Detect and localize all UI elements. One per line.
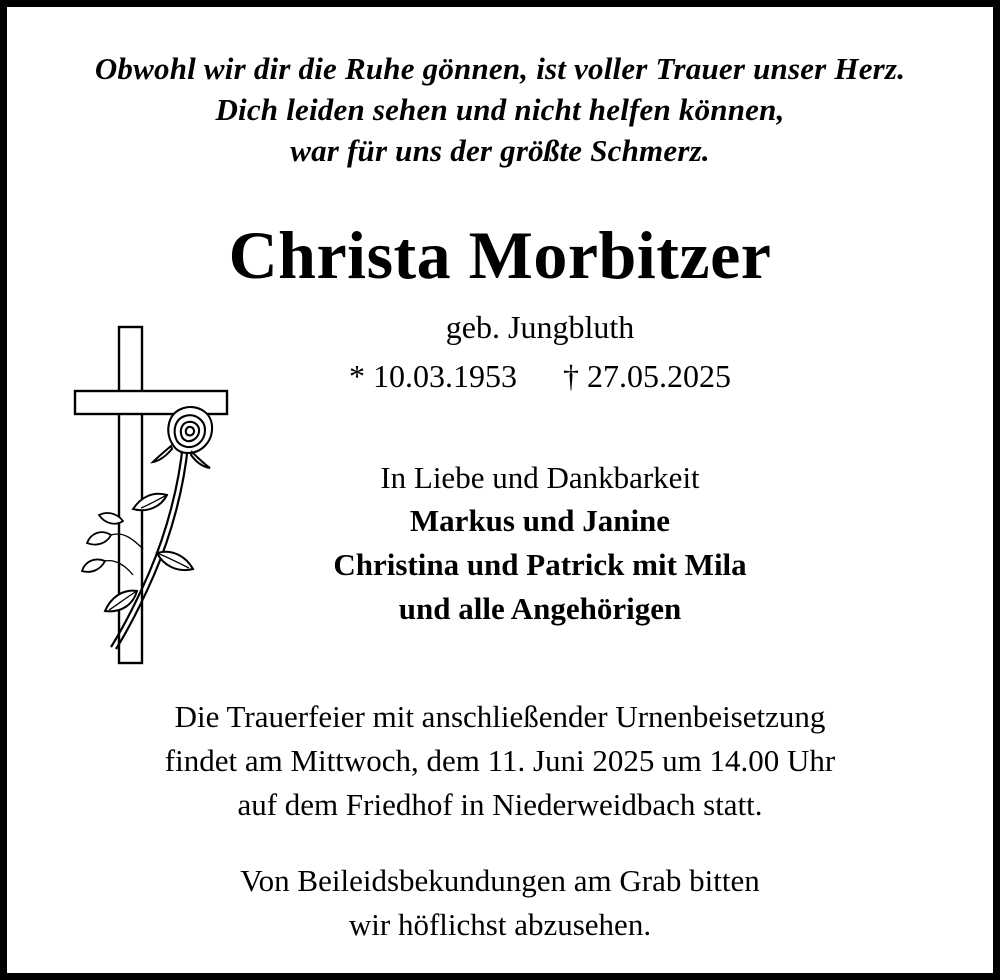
request-line-2: wir höflichst abzusehen.	[348, 907, 652, 943]
ceremony-line-1: Die Trauerfeier mit anschließender Urnenbeisetzung	[174, 699, 826, 734]
ceremony-details	[35, 695, 965, 827]
family-line-1: Markus und Janine	[409, 502, 671, 538]
cross-with-rose-icon	[71, 325, 251, 665]
death-date: † 27.05.2025	[563, 358, 731, 395]
deceased-name: Christa Morbitzer	[228, 216, 772, 293]
verse-line-2: Dich leiden sehen und nicht helfen können,	[215, 91, 785, 127]
verse-line-1: Obwohl wir dir die Ruhe gönnen, ist voller Trauer unser Herz.	[94, 51, 906, 86]
family-line-2: Christina und Patrick mit Mila	[333, 546, 747, 582]
ceremony-line-2: findet am Mittwoch, dem 11. Juni 2025 um 14.00 Uhr	[164, 743, 836, 779]
family-line-3: und alle Angehörigen	[398, 590, 682, 626]
ceremony-line-3: auf dem Friedhof in Niederweidbach statt.	[237, 787, 763, 823]
memorial-verse	[35, 49, 965, 172]
request-line-1: Von Beileidsbekundungen am Grab bitten	[240, 863, 760, 899]
maiden-name: geb. Jungbluth	[445, 309, 635, 346]
condolence-request	[35, 859, 965, 947]
birth-date: * 10.03.1953	[349, 358, 517, 395]
verse-line-3: war für uns der größte Schmerz.	[290, 132, 710, 168]
family-lead-text: In Liebe und Dankbarkeit	[380, 460, 700, 496]
obituary-inner-frame	[7, 7, 993, 973]
